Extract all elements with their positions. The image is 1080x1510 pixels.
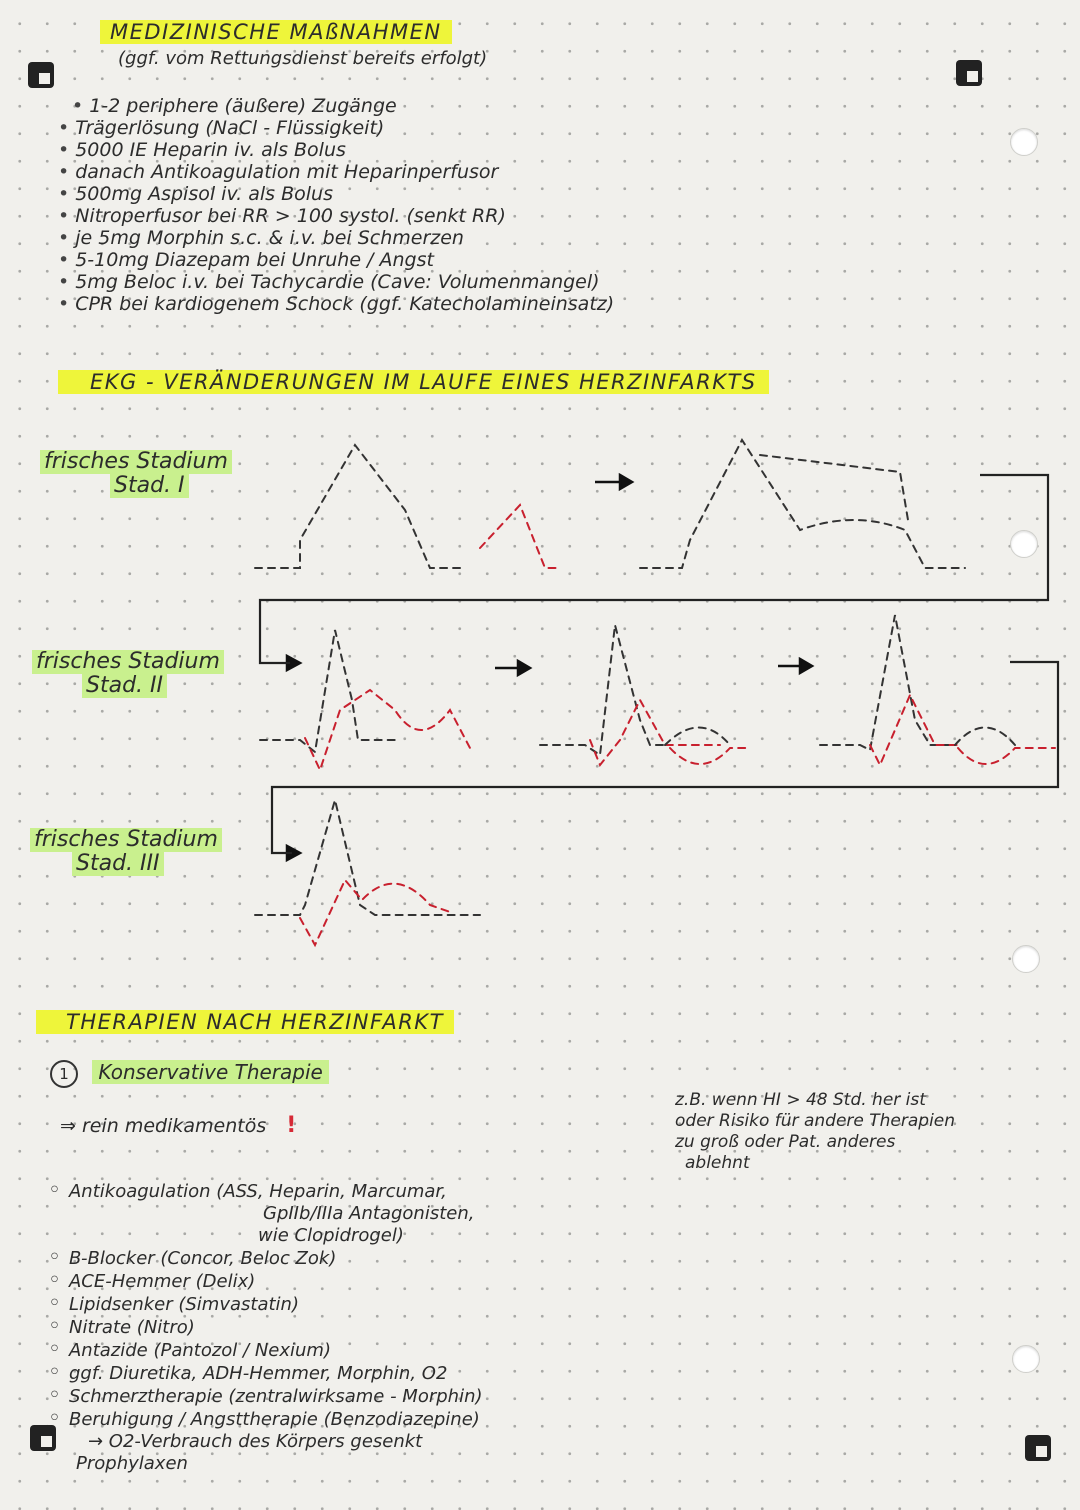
section1-title: MEDIZINISCHE MAßNAHMEN xyxy=(100,20,452,44)
list-item: ◦ Beruhigung / Angsttherapie (Benzodiazepine) xyxy=(48,1408,483,1431)
stage-connector xyxy=(272,662,1058,853)
list-item: • je 5mg Morphin s.c. & i.v. bei Schmerzen xyxy=(58,227,614,249)
section2-title: EKG - VERÄNDERUNGEN IM LAUFE EINES HERZINFARKTS xyxy=(58,370,769,394)
ecg-wave-black xyxy=(540,625,670,755)
list-item: GpIIb/IIIa Antagonisten, xyxy=(263,1203,475,1224)
ecg-wave-black xyxy=(820,615,950,750)
list-item: • 5-10mg Diazepam bei Unruhe / Angst xyxy=(58,249,614,271)
note-line: zu groß oder Pat. anderes xyxy=(675,1132,896,1152)
ecg-wave-red xyxy=(590,700,720,765)
list-item: • danach Antikoagulation mit Heparinperfusor xyxy=(58,161,614,183)
list-item: • Nitroperfusor bei RR > 100 systol. (senkt RR) xyxy=(58,205,614,227)
list-item: wie Clopidrogel) xyxy=(258,1225,404,1246)
list-item: ◦ ggf. Diuretika, ADH-Hemmer, Morphin, O2 xyxy=(48,1362,483,1385)
list-item: ◦ Schmerztherapie (zentralwirksame - Morphin) xyxy=(48,1385,483,1408)
section3-note xyxy=(675,1090,955,1174)
list-item: ◦ Antazide (Pantozol / Nexium) xyxy=(48,1339,483,1362)
section1-subtitle: (ggf. vom Rettungsdienst bereits erfolgt) xyxy=(118,48,488,69)
list-item: Prophylaxen xyxy=(76,1453,188,1474)
section3-implication: ⇒ rein medikamentös ! xyxy=(60,1113,297,1138)
note-line: ablehnt xyxy=(685,1153,750,1173)
stage-label-2: frisches Stadium Stad. II xyxy=(32,650,224,698)
ecg-wave-red xyxy=(958,748,1055,764)
section3-title: THERAPIEN NACH HERZINFARKT xyxy=(36,1010,454,1034)
ecg-wave-black xyxy=(760,455,908,520)
list-item: ◦ Nitrate (Nitro) xyxy=(48,1316,483,1339)
list-item: • 5000 IE Heparin iv. als Bolus xyxy=(58,139,614,161)
arrow-right-icon xyxy=(620,475,632,489)
list-item: ◦ Lipidsenker (Simvastatin) xyxy=(48,1293,483,1316)
stage-label-3: frisches Stadium Stad. III xyxy=(30,828,222,876)
list-item: ◦ Antikoagulation (ASS, Heparin, Marcumar, xyxy=(48,1180,483,1203)
list-item: → O2-Verbrauch des Körpers gesenkt xyxy=(88,1431,423,1452)
ecg-wave-red xyxy=(305,690,470,770)
list-item: ◦ ACE-Hemmer (Delix) xyxy=(48,1270,483,1293)
ecg-wave-black xyxy=(260,630,395,752)
list-item: • 500mg Aspisol iv. als Bolus xyxy=(58,183,614,205)
section3-subheading: 1 Konservative Therapie xyxy=(50,1060,329,1088)
list-item: • 5mg Beloc i.v. bei Tachycardie (Cave: Volumenmangel) xyxy=(58,271,614,293)
ecg-wave-black xyxy=(665,728,730,746)
stage-label-1: frisches Stadium Stad. I xyxy=(40,450,232,498)
section3-list xyxy=(48,1180,483,1475)
ecg-wave-red xyxy=(870,695,960,765)
arrow-right-icon xyxy=(518,661,530,675)
list-item: • Trägerlösung (NaCl - Flüssigkeit) xyxy=(58,117,614,139)
ecg-wave-black xyxy=(955,728,1015,746)
list-item: ◦ B-Blocker (Concor, Beloc Zok) xyxy=(48,1247,483,1270)
number-circle-icon: 1 xyxy=(50,1060,78,1088)
ecg-wave-red xyxy=(480,505,560,568)
note-line: z.B. wenn HI > 48 Std. her ist xyxy=(675,1090,926,1110)
ecg-wave-black xyxy=(255,445,460,568)
arrow-right-icon xyxy=(800,659,812,673)
list-item: • CPR bei kardiogenem Schock (ggf. Katecholamineinsatz) xyxy=(58,293,614,315)
note-line: oder Risiko für andere Therapien xyxy=(675,1111,956,1131)
ecg-wave-red xyxy=(670,748,750,764)
list-item: • 1-2 periphere (äußere) Zugänge xyxy=(72,95,614,117)
ecg-wave-red xyxy=(300,880,450,945)
